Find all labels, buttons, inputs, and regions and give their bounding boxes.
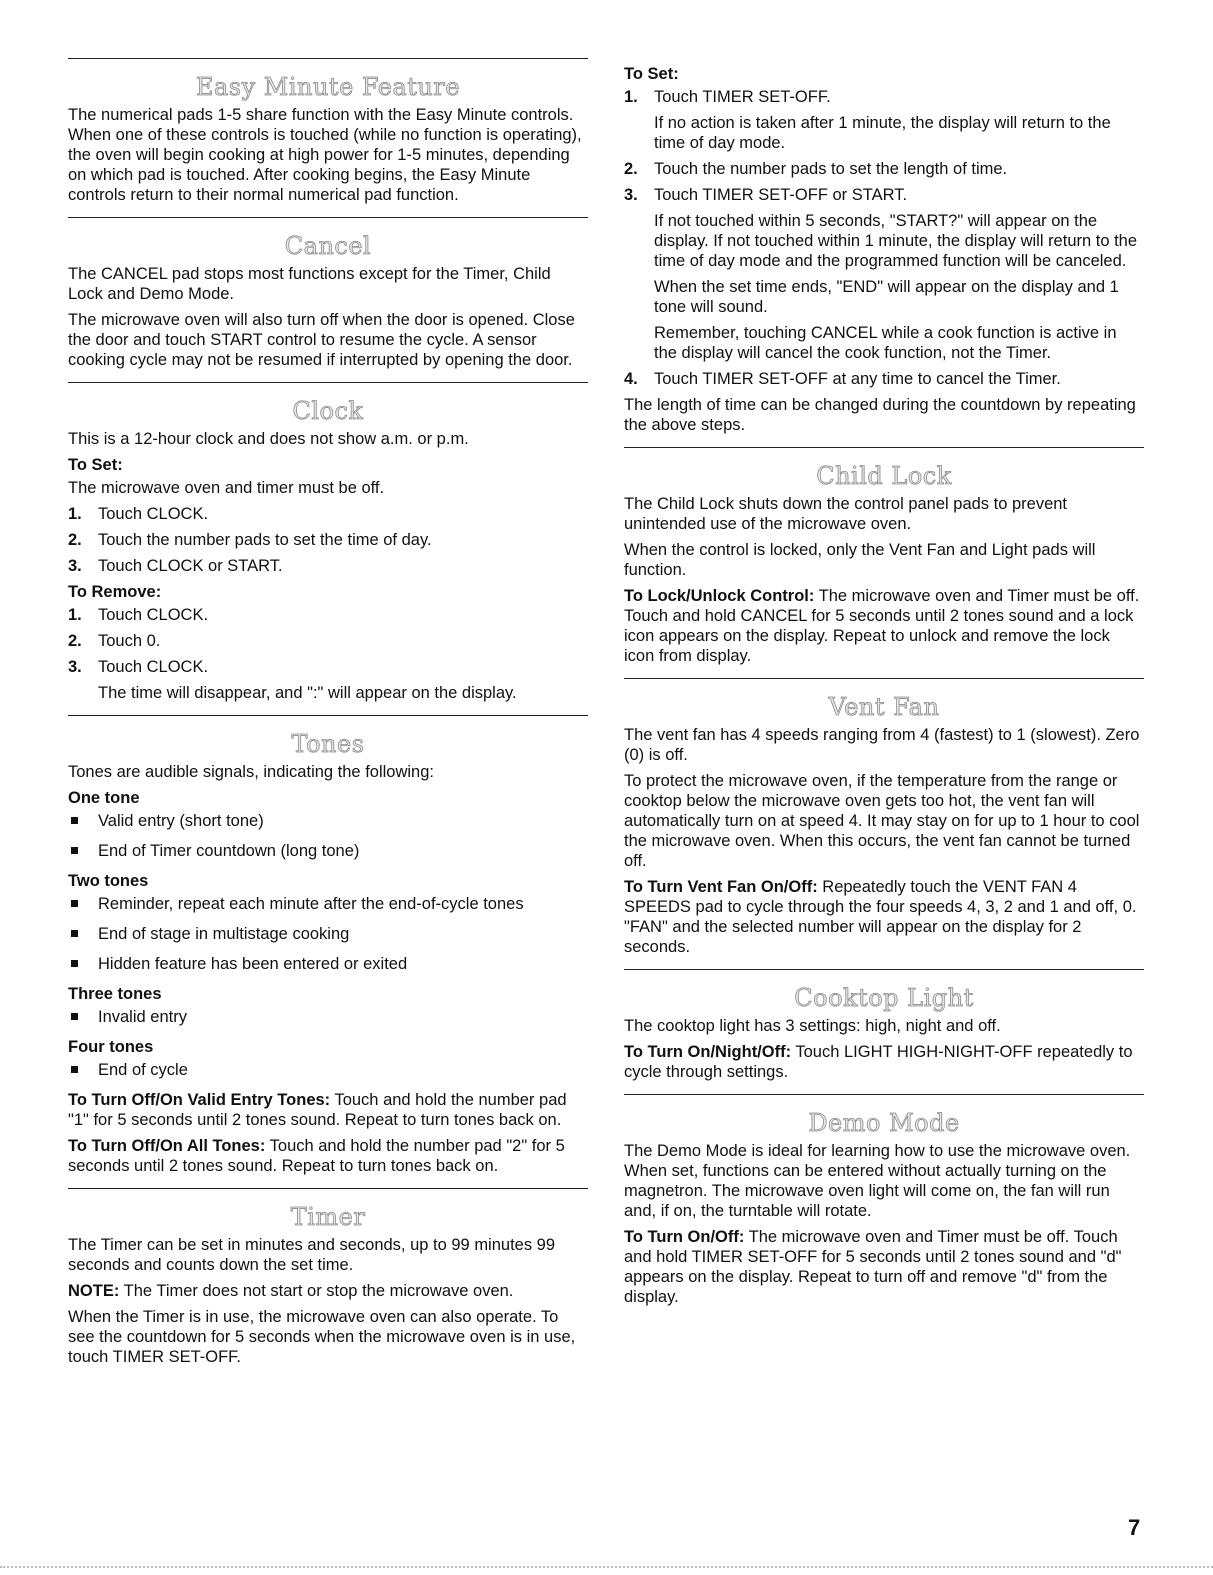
step-number: 4. <box>624 370 638 388</box>
inline-text: Touch and hold the number pad "1" for 5 seconds until 2 tones sound. Repeat to turn tones back on. <box>68 1091 567 1129</box>
step-text: Touch the number pads to set the time of day. <box>98 531 432 549</box>
inline-text: The microwave oven and Timer must be off. Touch and hold TIMER SET-OFF for 5 seconds until 2 tones sound and "d" appears on the display. Repeat to turn off and remove "d" from the display. <box>624 1228 1122 1306</box>
section-title: Tones <box>291 730 365 758</box>
section-cooktop-light <box>624 969 1144 1082</box>
paragraph <box>624 586 1144 666</box>
step-text: Touch the number pads to set the length of time. <box>654 160 1008 178</box>
step <box>68 504 588 524</box>
bullet-item <box>68 841 588 861</box>
step-note: If not touched within 5 seconds, "START?" will appear on the display. If not touched within 1 minute, the display will return to the time of day mode and the programmed function will be canceled. <box>654 212 1138 270</box>
bullet-square-icon <box>68 954 98 974</box>
paragraph: The cooktop light has 3 settings: high, night and off. <box>624 1017 1001 1035</box>
step-number: 2. <box>68 531 82 549</box>
bullet-text: End of cycle <box>98 1061 188 1079</box>
step-number: 2. <box>68 632 82 650</box>
bullet-item <box>68 1060 588 1080</box>
step-number: 1. <box>68 505 82 523</box>
inline-label: To Turn Vent Fan On/Off: <box>624 878 818 896</box>
footer-divider <box>0 1566 1213 1568</box>
paragraph: The numerical pads 1-5 share function with the Easy Minute controls. When one of these controls is touched (while no function is operating), the oven will begin cooking at high power for 1-5 minutes, depending on which pad is touched. After cooking begins, the Easy Minute controls return to their normal numerical pad function. <box>68 106 582 204</box>
step-text: Touch TIMER SET-OFF. <box>654 88 831 106</box>
inline-label: To Turn On/Night/Off: <box>624 1043 792 1061</box>
section-cancel <box>68 217 588 370</box>
step <box>68 556 588 576</box>
section-demo-mode <box>624 1094 1144 1307</box>
section-title: Demo Mode <box>808 1109 960 1137</box>
paragraph <box>68 1281 588 1301</box>
subheading: One tone <box>68 789 140 807</box>
inline-text: Touch LIGHT HIGH-NIGHT-OFF repeatedly to cycle through settings. <box>624 1043 1133 1081</box>
bullet-item <box>68 1007 588 1027</box>
bullet-square-icon <box>68 924 98 944</box>
bullet-text: Reminder, repeat each minute after the end-of-cycle tones <box>98 895 524 913</box>
section-timer-set <box>624 64 1144 435</box>
step-number: 3. <box>68 557 82 575</box>
paragraph: To protect the microwave oven, if the temperature from the range or cooktop below the microwave oven gets too hot, the vent fan will automatically turn on at speed 4. It may stay on for up to 1 hour to cool the microwave oven. When this occurs, the vent fan cannot be turned off. <box>624 772 1140 870</box>
inline-label: To Lock/Unlock Control: <box>624 587 815 605</box>
section-title: Cooktop Light <box>794 984 974 1012</box>
bullet-text: Valid entry (short tone) <box>98 812 264 830</box>
step <box>68 605 588 625</box>
bullet-item <box>68 954 588 974</box>
paragraph: The microwave oven and timer must be off. <box>68 479 385 497</box>
section-title: Child Lock <box>816 462 952 490</box>
bullet-item <box>68 924 588 944</box>
step <box>68 657 588 677</box>
step-note: The time will disappear, and ":" will appear on the display. <box>98 684 517 702</box>
step <box>624 185 1144 205</box>
step-text: Touch TIMER SET-OFF or START. <box>654 186 908 204</box>
paragraph: This is a 12-hour clock and does not show a.m. or p.m. <box>68 430 469 448</box>
subheading: To Set: <box>624 65 679 83</box>
inline-label: To Turn Off/On All Tones: <box>68 1137 266 1155</box>
step-note: Remember, touching CANCEL while a cook function is active in the display will cancel the cook function, not the Timer. <box>654 324 1117 362</box>
step <box>624 369 1144 389</box>
paragraph: The microwave oven will also turn off when the door is opened. Close the door and touch START control to resume the cycle. A sensor cooking cycle may not be resumed if interrupted by opening the door. <box>68 311 575 369</box>
inline-text: The microwave oven and Timer must be off. Touch and hold CANCEL for 5 seconds until 2 tones sound and a lock icon appears on the display. Repeat to unlock and remove the lock icon from display. <box>624 587 1140 665</box>
bullet-square-icon <box>68 1060 98 1080</box>
bullet-square-icon <box>68 841 98 861</box>
paragraph <box>624 1042 1144 1082</box>
subheading: To Set: <box>68 456 123 474</box>
inline-label: To Turn On/Off: <box>624 1228 745 1246</box>
section-title: Timer <box>290 1203 366 1231</box>
section-tones <box>68 715 588 1176</box>
subheading: Three tones <box>68 985 162 1003</box>
note-label: NOTE: <box>68 1282 120 1300</box>
subheading: Four tones <box>68 1038 154 1056</box>
step-number: 2. <box>624 160 638 178</box>
bullet-text: Invalid entry <box>98 1008 187 1026</box>
paragraph: The Child Lock shuts down the control panel pads to prevent unintended use of the microwave oven. <box>624 495 1068 533</box>
step <box>624 87 1144 107</box>
right-column <box>624 62 1144 1319</box>
step-number: 1. <box>624 88 638 106</box>
subheading: To Remove: <box>68 583 162 601</box>
paragraph <box>68 1090 588 1130</box>
inline-text: Touch and hold the number pad "2" for 5 seconds until 2 tones sound. Repeat to turn tones back on. <box>68 1137 565 1175</box>
step-number: 3. <box>68 658 82 676</box>
step <box>68 631 588 651</box>
subheading: Two tones <box>68 872 149 890</box>
paragraph: The Demo Mode is ideal for learning how to use the microwave oven. When set, functions can be entered without actually turning on the magnetron. The microwave oven light will come on, the fan will run and, if on, the turntable will rotate. <box>624 1142 1131 1220</box>
bullet-text: End of Timer countdown (long tone) <box>98 842 360 860</box>
paragraph: When the control is locked, only the Vent Fan and Light pads will function. <box>624 541 1096 579</box>
paragraph: The Timer can be set in minutes and seconds, up to 99 minutes 99 seconds and counts down the set time. <box>68 1236 556 1274</box>
step-note: When the set time ends, "END" will appear on the display and 1 tone will sound. <box>654 278 1119 316</box>
bullet-item <box>68 811 588 831</box>
bullet-square-icon <box>68 811 98 831</box>
step-note: If no action is taken after 1 minute, the display will return to the time of day mode. <box>654 114 1111 152</box>
section-title: Cancel <box>284 232 372 260</box>
section-timer <box>68 1188 588 1367</box>
bullet-item <box>68 894 588 914</box>
paragraph: When the Timer is in use, the microwave oven can also operate. To see the countdown for 5 seconds when the microwave oven is in use, touch TIMER SET-OFF. <box>68 1308 576 1366</box>
step <box>624 159 1144 179</box>
step-text: Touch TIMER SET-OFF at any time to cancel the Timer. <box>654 370 1061 388</box>
step-text: Touch CLOCK. <box>98 505 209 523</box>
bullet-square-icon <box>68 1007 98 1027</box>
step-text: Touch CLOCK. <box>98 606 209 624</box>
section-title: Easy Minute Feature <box>195 73 461 101</box>
section-title: Vent Fan <box>828 693 940 721</box>
bullet-text: End of stage in multistage cooking <box>98 925 350 943</box>
bullet-text: Hidden feature has been entered or exited <box>98 955 408 973</box>
step-number: 1. <box>68 606 82 624</box>
paragraph: The vent fan has 4 speeds ranging from 4 (fastest) to 1 (slowest). Zero (0) is off. <box>624 726 1140 764</box>
step-number: 3. <box>624 186 638 204</box>
step-text: Touch CLOCK or START. <box>98 557 283 575</box>
paragraph <box>624 1227 1144 1307</box>
page-number: 7 <box>1128 1515 1141 1540</box>
paragraph <box>624 877 1144 957</box>
paragraph: Tones are audible signals, indicating the following: <box>68 763 434 781</box>
step <box>68 530 588 550</box>
inline-text: Repeatedly touch the VENT FAN 4 SPEEDS pad to cycle through the four speeds 4, 3, 2 and 1 and off, 0. "FAN" and the selected number will appear on the display for 2 seconds. <box>624 878 1137 956</box>
section-title: Clock <box>292 397 364 425</box>
section-clock <box>68 382 588 703</box>
paragraph: The length of time can be changed during the countdown by repeating the above steps. <box>624 396 1136 434</box>
paragraph: The CANCEL pad stops most functions except for the Timer, Child Lock and Demo Mode. <box>68 265 551 303</box>
note-text: The Timer does not start or stop the microwave oven. <box>119 1282 514 1300</box>
step-text: Touch CLOCK. <box>98 658 209 676</box>
left-column <box>68 58 588 1379</box>
step-text: Touch 0. <box>98 632 161 650</box>
paragraph <box>68 1136 588 1176</box>
section-vent-fan <box>624 678 1144 957</box>
bullet-square-icon <box>68 894 98 914</box>
inline-label: To Turn Off/On Valid Entry Tones: <box>68 1091 331 1109</box>
section-child-lock <box>624 447 1144 666</box>
section-easy-minute <box>68 58 588 205</box>
